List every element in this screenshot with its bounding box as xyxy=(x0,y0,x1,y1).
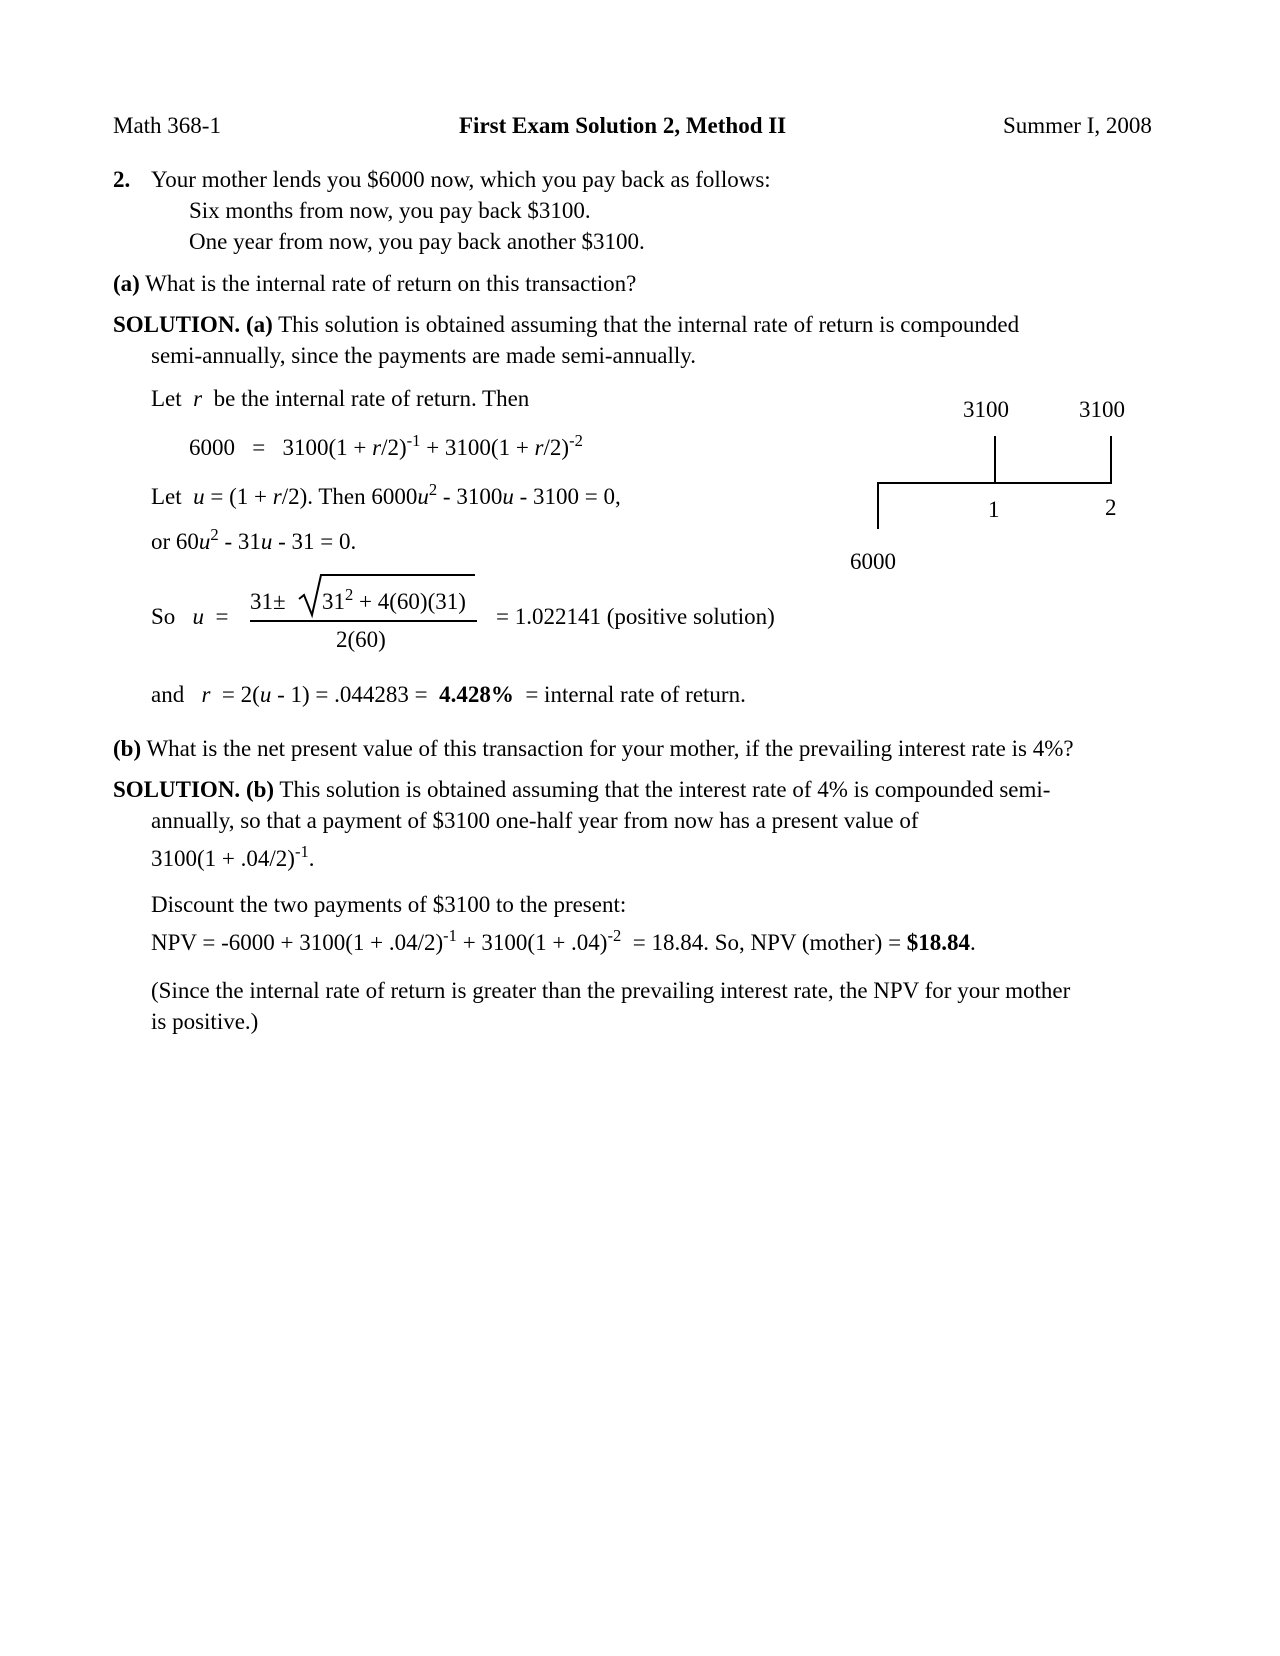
radicand xyxy=(322,584,466,614)
npv-term-2: + 3100(1 + .04) xyxy=(462,930,608,955)
npv-answer: $18.84 xyxy=(906,930,971,955)
time-1-label: 1 xyxy=(988,497,1000,522)
eq3-exp: 2 xyxy=(210,524,219,544)
formula-numerator xyxy=(250,590,286,613)
npv-exp-1: -1 xyxy=(443,925,457,945)
equation-irr xyxy=(189,430,583,460)
solution-a-text-2: semi-annually, since the payments are made semi-annually. xyxy=(151,343,696,368)
radicand-exp: 2 xyxy=(345,584,354,604)
npv-term-3: = 18.84. So, NPV (mother) = xyxy=(632,930,902,955)
problem-statement: Your mother lends you $6000 now, which you pay back as follows: xyxy=(151,167,771,192)
part-b-label: (b) xyxy=(113,736,142,761)
eq2-r: r xyxy=(272,484,282,509)
eq2-exp: 2 xyxy=(428,479,438,499)
payment-line-2: One year from now, you pay back another $3100. xyxy=(189,229,645,254)
eq2-end: - 3100 = 0, xyxy=(519,484,621,509)
eq3-or: or 60 xyxy=(151,529,199,554)
npv-exp-2: -2 xyxy=(607,925,622,945)
formula-denominator: 2(60) xyxy=(336,627,386,652)
eq1-r-1: r xyxy=(372,435,382,460)
solution-b-text-2: annually, so that a payment of $3100 one-half year from now has a present value of xyxy=(151,808,919,833)
problem-number: 2. xyxy=(113,167,131,192)
pv-exp: -1 xyxy=(294,841,309,861)
eq3-end: - 31 = 0. xyxy=(278,529,357,554)
solution-a-line-1 xyxy=(113,313,1019,336)
radicand-31: 31 xyxy=(322,589,345,614)
so-u-label xyxy=(151,605,229,628)
eq2-def-2: /2). Then 6000 xyxy=(281,484,418,509)
eq1-term-4: /2) xyxy=(543,435,570,460)
part-a-question xyxy=(113,272,636,295)
payment-1-amount: 3100 xyxy=(963,397,1009,422)
let-word: Let xyxy=(151,386,182,411)
eq2-let: Let xyxy=(151,484,182,509)
solution-b-line-1 xyxy=(113,778,1050,801)
irr-result-line xyxy=(151,683,746,706)
solution-a-part: (a) xyxy=(245,312,273,337)
eq2-mid: - 3100 xyxy=(442,484,503,509)
loan-amount: 6000 xyxy=(850,549,896,574)
solution-b-label: SOLUTION. xyxy=(113,777,241,802)
time-2-label: 2 xyxy=(1105,495,1117,520)
equation-quadratic xyxy=(151,524,357,554)
pv-end: . xyxy=(308,846,315,871)
fraction-bar xyxy=(250,620,477,622)
so-word: So xyxy=(151,604,176,629)
npv-end: . xyxy=(970,930,976,955)
npv-equation xyxy=(151,925,976,955)
eq2-def-1: = (1 + xyxy=(210,484,268,509)
eq1-exp-1: -1 xyxy=(406,430,421,450)
timeline-axis xyxy=(877,482,1112,484)
so-u: u xyxy=(192,604,205,629)
eq3-mid: - 31 xyxy=(224,529,261,554)
eq3-u: u xyxy=(198,529,211,554)
solution-a-label: SOLUTION. xyxy=(113,312,241,337)
discount-instruction: Discount the two payments of $3100 to the present: xyxy=(151,892,627,917)
eq3-u-2: u xyxy=(260,529,273,554)
eq1-term-3: + 3100(1 + xyxy=(426,435,529,460)
eq1-exp-2: -2 xyxy=(569,430,583,450)
eq1-term-2: /2) xyxy=(381,435,407,460)
radicand-rest: + 4(60)(31) xyxy=(359,589,466,614)
eq1-term-1: 3100(1 + xyxy=(282,435,367,460)
result-term-1: = 2( xyxy=(221,682,260,707)
eq2-u-2: u xyxy=(417,484,429,509)
note-line-2: is positive.) xyxy=(151,1009,259,1034)
solution-b-part: (b) xyxy=(245,777,275,802)
part-b-question xyxy=(113,737,1074,760)
payment-2-amount: 3100 xyxy=(1079,397,1125,422)
var-r: r xyxy=(193,386,203,411)
solution-b-text-1: This solution is obtained assuming that the interest rate of 4% is compounded semi- xyxy=(279,777,1051,802)
npv-term-1: NPV = -6000 + 3100(1 + .04/2) xyxy=(151,930,444,955)
note-line-1: (Since the internal rate of return is greater than the prevailing interest rate, the NPV for your mother xyxy=(151,978,1071,1003)
eq2-u-3: u xyxy=(502,484,514,509)
result-term-2: - 1) = .044283 = xyxy=(277,682,428,707)
result-term-3: = internal rate of return. xyxy=(525,682,746,707)
course-code: Math 368-1 xyxy=(113,113,221,138)
page-title: First Exam Solution 2, Method II xyxy=(459,113,787,138)
solution-value: = 1.022141 (positive solution) xyxy=(496,604,775,629)
payment-1-arrow xyxy=(994,436,996,483)
part-a-label: (a) xyxy=(113,271,140,296)
eq2-u: u xyxy=(193,484,205,509)
irr-answer: 4.428% xyxy=(439,682,514,707)
numerator-31-plusminus: 31± xyxy=(250,589,286,614)
part-a-question-text: What is the internal rate of return on this transaction? xyxy=(145,271,637,296)
so-equals: = xyxy=(215,604,229,629)
result-u: u xyxy=(259,682,272,707)
loan-arrow xyxy=(877,482,879,529)
and-word: and xyxy=(151,682,185,707)
eq1-r-2: r xyxy=(534,435,544,460)
term-label: Summer I, 2008 xyxy=(1003,113,1152,138)
solution-a-text-1: This solution is obtained assuming that the internal rate of return is compounded xyxy=(278,312,1020,337)
eq1-equals: = xyxy=(252,435,266,460)
let-r-line xyxy=(151,387,529,410)
eq1-lhs: 6000 xyxy=(189,435,235,460)
part-b-question-text: What is the net present value of this transaction for your mother, if the prevailing interest rate is 4%? xyxy=(146,736,1074,761)
let-rest: be the internal rate of return. Then xyxy=(213,386,530,411)
pv-expr: 3100(1 + .04/2) xyxy=(151,846,295,871)
payment-2-arrow xyxy=(1110,436,1112,483)
payment-line-1: Six months from now, you pay back $3100. xyxy=(189,198,591,223)
equation-substitution xyxy=(151,479,621,509)
result-r: r xyxy=(201,682,211,707)
present-value-expr xyxy=(151,841,315,871)
